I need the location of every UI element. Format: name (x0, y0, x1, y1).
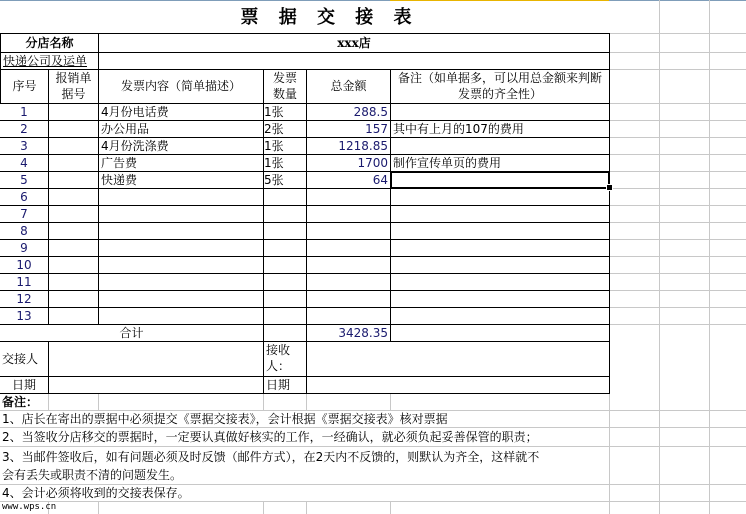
gridline (609, 154, 746, 155)
table-cell-desc[interactable]: 办公用品 (98, 120, 264, 138)
table-cell-remark[interactable] (390, 188, 610, 206)
header-invoice-qty[interactable]: 发票数量 (263, 69, 307, 104)
table-cell-remark[interactable] (390, 137, 610, 155)
total-remark-cell[interactable] (390, 324, 610, 342)
table-cell-desc[interactable] (98, 222, 264, 240)
header-reimburse-no[interactable]: 报销单据号 (48, 69, 99, 104)
table-cell-remark[interactable]: 其中有上月的107的费用 (390, 120, 610, 138)
gridline (659, 0, 660, 514)
table-cell-qty[interactable] (263, 256, 307, 274)
gridline (609, 171, 746, 172)
table-cell-qty[interactable] (263, 290, 307, 308)
table-cell-amount[interactable]: 157 (306, 120, 391, 138)
table-cell-no[interactable] (48, 120, 99, 138)
table-cell-remark[interactable] (390, 103, 610, 121)
table-cell-qty[interactable] (263, 222, 307, 240)
table-cell-desc[interactable]: 快递费 (98, 171, 264, 189)
watermark-text: www.wps.cn (2, 502, 57, 512)
gridline (609, 290, 746, 291)
table-cell-amount[interactable]: 1700 (306, 154, 391, 172)
receiver-value[interactable] (306, 341, 610, 377)
table-cell-amount[interactable] (306, 290, 391, 308)
gridline (709, 0, 710, 514)
table-cell-desc[interactable] (98, 273, 264, 291)
table-cell-no[interactable] (48, 307, 99, 325)
courier-label[interactable]: 快递公司及运单 (0, 52, 99, 70)
table-cell-amount[interactable] (306, 188, 391, 206)
total-qty-cell[interactable] (263, 324, 307, 342)
gridline (263, 501, 264, 514)
gridline (609, 120, 746, 121)
note-item-4[interactable]: 4、会计必须将收到的交接表保存。 (2, 486, 190, 500)
table-cell-amount[interactable] (306, 239, 391, 257)
table-cell-qty[interactable]: 1张 (263, 103, 307, 121)
fill-handle[interactable] (606, 184, 613, 191)
table-cell-remark[interactable] (390, 273, 610, 291)
gridline (609, 103, 746, 104)
table-cell-seq[interactable]: 10 (0, 256, 49, 274)
table-cell-seq[interactable]: 8 (0, 222, 49, 240)
table-cell-no[interactable] (48, 103, 99, 121)
table-cell-remark[interactable] (390, 307, 610, 325)
table-cell-remark[interactable]: 制作宣传单页的费用 (390, 154, 610, 172)
table-cell-desc[interactable] (98, 307, 264, 325)
gridline (609, 393, 610, 514)
table-cell-seq[interactable]: 1 (0, 103, 49, 121)
table-cell-no[interactable] (48, 239, 99, 257)
table-cell-seq[interactable]: 13 (0, 307, 49, 325)
gridline (609, 188, 746, 189)
gridline (0, 501, 746, 502)
table-cell-remark[interactable] (390, 239, 610, 257)
gridline (390, 393, 391, 410)
table-cell-qty[interactable]: 1张 (263, 137, 307, 155)
gridline (48, 393, 49, 410)
gridline (263, 393, 264, 410)
table-cell-desc[interactable]: 广告费 (98, 154, 264, 172)
table-cell-seq[interactable]: 11 (0, 273, 49, 291)
table-cell-no[interactable] (48, 171, 99, 189)
gridline (609, 256, 746, 257)
table-cell-seq[interactable]: 2 (0, 120, 49, 138)
table-cell-amount[interactable]: 1218.85 (306, 137, 391, 155)
selected-cell[interactable] (390, 171, 610, 189)
table-cell-amount[interactable]: 64 (306, 171, 391, 189)
table-cell-remark[interactable] (390, 205, 610, 223)
table-cell-no[interactable] (48, 222, 99, 240)
table-cell-amount[interactable]: 288.5 (306, 103, 391, 121)
sender-date-label[interactable]: 日期 (0, 376, 49, 394)
table-cell-seq[interactable]: 9 (0, 239, 49, 257)
gridline (609, 239, 746, 240)
table-cell-no[interactable] (48, 256, 99, 274)
gridline (609, 137, 746, 138)
receiver-date-label[interactable]: 日期 (263, 376, 307, 394)
table-cell-no[interactable] (48, 290, 99, 308)
table-cell-remark[interactable] (390, 222, 610, 240)
table-cell-qty[interactable] (263, 273, 307, 291)
table-cell-qty[interactable] (263, 239, 307, 257)
courier-value[interactable] (98, 52, 610, 70)
sender-label[interactable]: 交接人 (0, 341, 49, 377)
table-cell-desc[interactable] (98, 256, 264, 274)
table-cell-amount[interactable] (306, 222, 391, 240)
table-cell-seq[interactable]: 5 (0, 171, 49, 189)
table-cell-qty[interactable]: 5张 (263, 171, 307, 189)
gridline (609, 33, 746, 34)
table-cell-amount[interactable] (306, 205, 391, 223)
table-cell-no[interactable] (48, 137, 99, 155)
table-cell-qty[interactable] (263, 188, 307, 206)
gridline (609, 324, 746, 325)
gridline (609, 205, 746, 206)
branch-label[interactable]: 分店名称 (0, 33, 99, 53)
table-cell-qty[interactable]: 2张 (263, 120, 307, 138)
gridline (0, 446, 746, 447)
gridline (609, 222, 746, 223)
total-value[interactable]: 3428.35 (306, 324, 391, 342)
note-item-3[interactable]: 3、当邮件签收后，如有问题必须及时反馈（邮件方式），在2天内不反馈的，则默认为齐全，这样就不 (2, 450, 540, 464)
table-cell-seq[interactable]: 6 (0, 188, 49, 206)
table-cell-seq[interactable]: 12 (0, 290, 49, 308)
table-cell-seq[interactable]: 4 (0, 154, 49, 172)
table-cell-qty[interactable] (263, 205, 307, 223)
gridline (390, 501, 391, 514)
sheet-title[interactable]: 票 据 交 接 表 (240, 7, 419, 28)
table-cell-remark[interactable] (390, 290, 610, 308)
gridline (609, 307, 746, 308)
note-item-2[interactable]: 2、当签收分店移交的票据时，一定要认真做好核实的工作，一经确认，就必须负起妥善保管的职责； (2, 430, 538, 444)
note-item-3-cont: 会有丢失或职责不清的问题发生。 (2, 468, 183, 482)
table-cell-seq[interactable]: 7 (0, 205, 49, 223)
gridline (306, 393, 307, 410)
table-cell-desc[interactable] (98, 239, 264, 257)
table-cell-seq[interactable]: 3 (0, 137, 49, 155)
header-invoice-desc[interactable]: 发票内容（简单描述） (98, 69, 264, 104)
gridline (609, 273, 746, 274)
gridline (98, 393, 99, 410)
table-cell-desc[interactable]: 4月份洗涤费 (98, 137, 264, 155)
gridline (609, 69, 746, 70)
table-cell-desc[interactable] (98, 290, 264, 308)
gridline (0, 427, 746, 428)
table-cell-amount[interactable] (306, 273, 391, 291)
table-cell-desc[interactable] (98, 205, 264, 223)
total-label[interactable]: 合计 (0, 324, 264, 342)
gridline (98, 501, 99, 514)
sender-value[interactable] (48, 341, 264, 377)
table-cell-amount[interactable] (306, 307, 391, 325)
header-seq[interactable]: 序号 (0, 69, 49, 104)
table-cell-no[interactable] (48, 154, 99, 172)
table-cell-qty[interactable]: 1张 (263, 154, 307, 172)
table-cell-amount[interactable] (306, 256, 391, 274)
notes-title[interactable]: 备注： (2, 395, 39, 409)
gridline (306, 501, 307, 514)
sender-date-value[interactable] (48, 376, 264, 394)
table-cell-qty[interactable] (263, 307, 307, 325)
table-cell-remark[interactable] (390, 256, 610, 274)
table-cell-desc[interactable] (98, 188, 264, 206)
table-cell-no[interactable] (48, 273, 99, 291)
receiver-label[interactable]: 接收人： (263, 341, 307, 377)
note-item-1[interactable]: 1、店长在寄出的票据中必须提交《票据交接表》，会计根据《票据交接表》核对票据 (2, 412, 448, 426)
branch-value[interactable]: xxx店 (98, 33, 610, 53)
table-cell-no[interactable] (48, 188, 99, 206)
table-cell-no[interactable] (48, 205, 99, 223)
receiver-date-value[interactable] (306, 376, 610, 394)
gridline (609, 52, 746, 53)
header-remark[interactable]: 备注（如单据多，可以用总金额来判断发票的齐全性） (390, 69, 610, 104)
table-cell-desc[interactable]: 4月份电话费 (98, 103, 264, 121)
header-total-amount[interactable]: 总金额 (306, 69, 391, 104)
